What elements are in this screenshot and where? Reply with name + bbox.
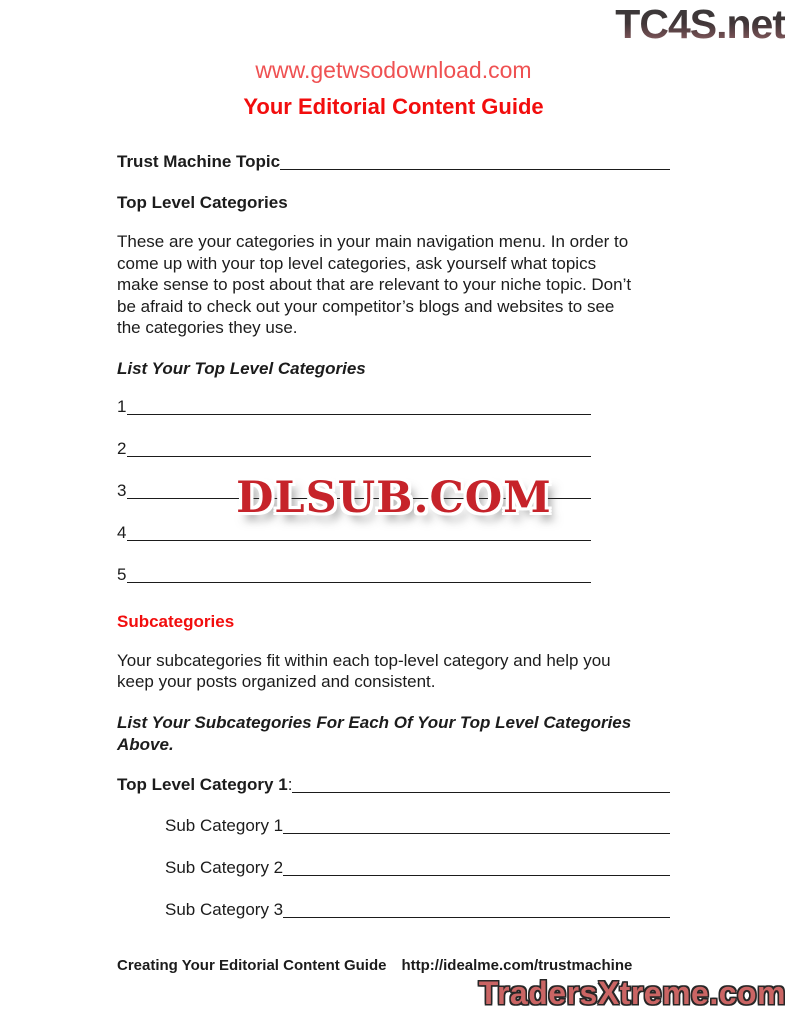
category-line-row-4 xyxy=(117,521,591,545)
top-level-category-1-fill-line xyxy=(292,791,670,793)
paragraph-line: be afraid to check out your competitor’s blogs and websites to see xyxy=(117,296,615,316)
top-level-list-heading: List Your Top Level Categories xyxy=(117,358,366,378)
topic-row xyxy=(117,150,670,174)
subcategories-list-heading xyxy=(117,712,670,756)
line-number: 3 xyxy=(117,480,127,500)
sub-category-fill-line xyxy=(283,832,670,834)
paragraph-line: These are your categories in your main navigation menu. In order to xyxy=(117,232,629,251)
sub-category-fill-line xyxy=(283,916,670,918)
sub-category-row-3 xyxy=(117,898,670,922)
site-url-text: www.getwsodownload.com xyxy=(255,57,532,83)
sub-category-row-2 xyxy=(117,856,670,880)
sub-category-fill-line xyxy=(283,874,670,876)
topic-fill-line xyxy=(280,168,670,170)
line-number: 2 xyxy=(117,438,127,458)
page-title: Your Editorial Content Guide xyxy=(243,94,544,119)
category-fill-line xyxy=(127,539,591,541)
category-fill-line xyxy=(127,413,591,415)
category-fill-line xyxy=(127,581,591,583)
list-heading-line: Above. xyxy=(117,734,174,754)
paragraph-line: the categories they use. xyxy=(117,318,298,337)
paragraph-line: keep your posts organized and consistent. xyxy=(117,672,436,691)
topic-label: Trust Machine Topic xyxy=(117,152,281,171)
dlsub-watermark-logo: DLSUB.COM xyxy=(236,473,552,523)
line-number: 5 xyxy=(117,564,127,584)
subcategories-heading: Subcategories xyxy=(117,611,235,631)
paragraph-line: come up with your top level categories, ask yourself what topics xyxy=(117,253,597,273)
sub-category-label: Sub Category 3 xyxy=(165,899,284,919)
sub-category-label: Sub Category 2 xyxy=(165,857,284,877)
paragraph-line: Your subcategories fit within each top-level category and help you xyxy=(117,650,611,670)
category-fill-line xyxy=(127,455,591,457)
footer xyxy=(117,957,632,974)
tc4s-watermark-logo: TC4S.net xyxy=(615,1,785,47)
top-level-category-1-label: Top Level Category 1 xyxy=(117,774,288,794)
paragraph-line: make sense to post about that are relevant to your niche topic. Don’t xyxy=(117,275,632,294)
list-heading-line: List Your Subcategories For Each Of Your Top Level Categories xyxy=(117,712,632,732)
category-line-row-1 xyxy=(117,395,591,419)
sub-category-label: Sub Category 1 xyxy=(165,815,284,835)
top-level-category-1-colon: : xyxy=(287,774,293,794)
tradersxtreme-watermark-logo: TradersXtreme.com xyxy=(478,975,786,1011)
footer-doc-title: Creating Your Editorial Content Guide xyxy=(117,957,387,974)
category-line-row-2 xyxy=(117,437,591,461)
top-level-heading: Top Level Categories xyxy=(117,193,288,212)
line-number: 1 xyxy=(117,396,127,416)
subcategories-description xyxy=(117,650,670,693)
footer-url: http://idealme.com/trustmachine xyxy=(401,957,633,974)
top-level-category-1-row xyxy=(117,773,670,797)
top-level-description xyxy=(117,231,670,339)
category-line-row-5 xyxy=(117,563,591,587)
sub-category-row-1 xyxy=(117,814,670,838)
line-number: 4 xyxy=(117,522,127,542)
